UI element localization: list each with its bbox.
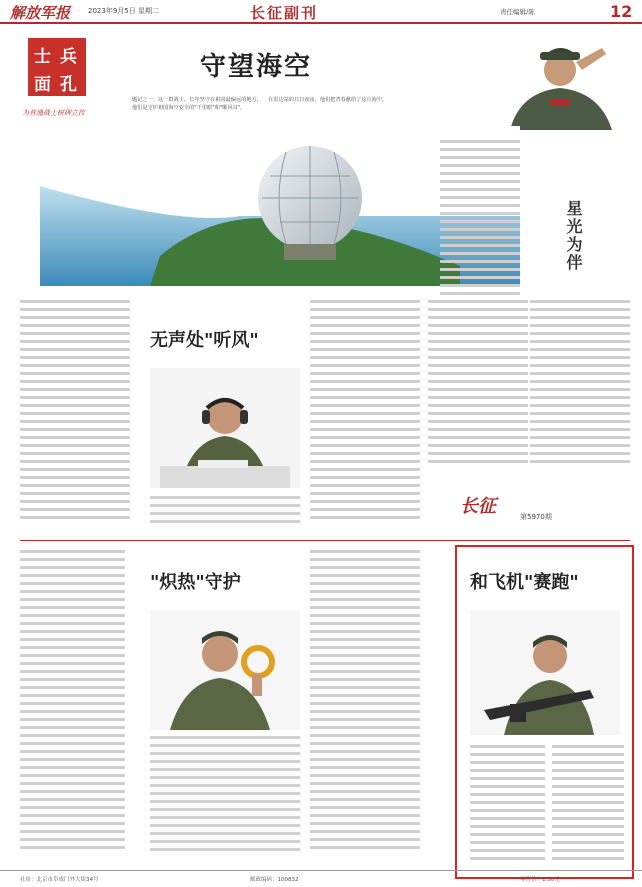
article2-text-col2 bbox=[150, 736, 300, 856]
article1-text-col1 bbox=[20, 300, 130, 525]
badge-char: 面 bbox=[34, 75, 51, 95]
article2-text-col1 bbox=[20, 550, 125, 860]
section-title: 长征副刊 bbox=[250, 4, 319, 22]
soldier-headphones-image bbox=[150, 368, 300, 488]
column-stamp bbox=[460, 492, 620, 528]
column-slogan: 为普通战士树碑立传 bbox=[22, 109, 85, 117]
soldier-rifle-image bbox=[470, 610, 620, 735]
badge-char: 兵 bbox=[60, 47, 77, 67]
badge-char: 士 bbox=[34, 47, 51, 67]
section-divider bbox=[20, 540, 630, 541]
page-number: 12 bbox=[610, 2, 633, 21]
article1-text-col3 bbox=[150, 496, 300, 532]
side-column-text-2 bbox=[530, 300, 630, 470]
article3-text-col2 bbox=[552, 745, 624, 865]
soldier-saluting-image bbox=[490, 30, 630, 130]
footer-price: 零售价：1.50元 bbox=[520, 877, 560, 883]
article1-photo bbox=[150, 368, 300, 488]
main-headline: 守望海空 bbox=[200, 52, 313, 82]
stamp-logo: 长征 bbox=[460, 496, 496, 517]
article3-headline: 和飞机"赛跑" bbox=[470, 572, 579, 593]
intro-left: 题记之一：这一群战士，长年坚守在祖国最偏远的地方，他们是守护祖国海空安全的"千里眼"和"顺风耳"。 bbox=[132, 97, 262, 112]
article1-text-col2 bbox=[310, 300, 420, 525]
article2-headline: "炽热"守护 bbox=[150, 572, 241, 593]
article1-text-col4 bbox=[428, 300, 528, 470]
intro-right: 在雷达站的日日夜夜，他们把青春献给了这片海空。 bbox=[268, 97, 388, 103]
article1-headline: 无声处"听风" bbox=[150, 330, 259, 351]
stamp-issue: 第5970期 bbox=[520, 513, 552, 521]
footer-address: 社址：北京市阜成门外大街34号 bbox=[20, 877, 99, 883]
side-column-title: 星光为伴 bbox=[564, 200, 583, 272]
editor-credit: 责任编辑/陈 bbox=[500, 8, 535, 16]
article3-text-col1 bbox=[470, 745, 545, 865]
article3-photo bbox=[470, 610, 620, 735]
page-footer bbox=[0, 870, 642, 887]
soldier-tool-image bbox=[150, 610, 300, 730]
soldier-portrait-photo bbox=[490, 30, 630, 130]
article2-text-col3 bbox=[310, 550, 420, 860]
issue-date: 2023年9月5日 星期二 bbox=[88, 7, 159, 15]
badge-char: 孔 bbox=[60, 75, 77, 95]
footer-postcode: 邮政编码：100832 bbox=[250, 877, 299, 883]
article2-photo bbox=[150, 610, 300, 730]
masthead bbox=[0, 0, 642, 24]
newspaper-logo: 解放军报 bbox=[10, 4, 71, 22]
column-badge bbox=[28, 38, 86, 96]
